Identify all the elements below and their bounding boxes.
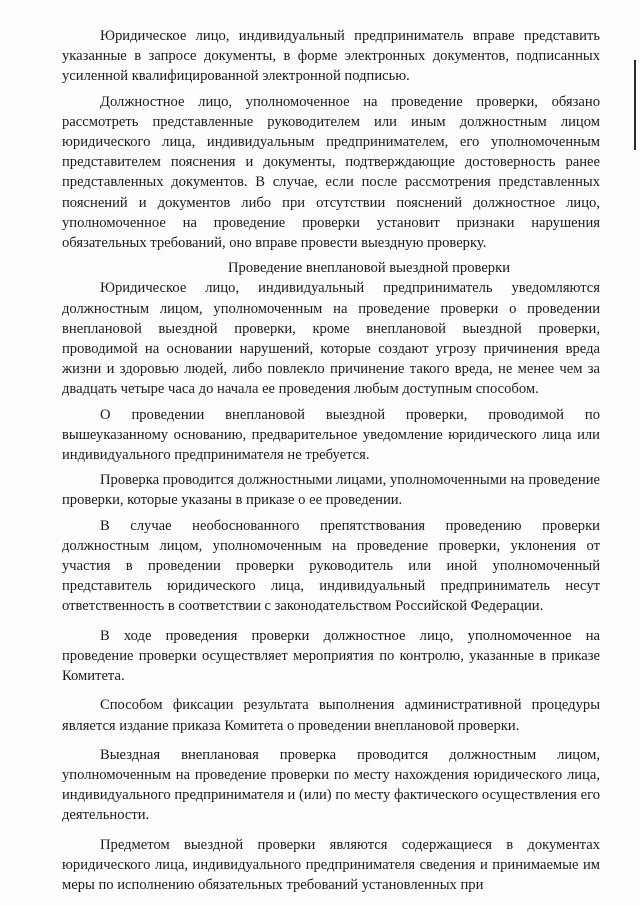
paragraph-notification: Юридическое лицо, индивидуальный предприниматель уведомляются должностным лицом, уполномоченным на проведение проверки о проведении внеплановой выездной проверки, кроме внеплановой выездной проверки, проводимой на основании нарушений, которые создают угрозу причинения вреда жизни и здоровью людей, либо повлекло причинение такого вреда, не менее чем за двадцать четыре часа до начала ее проведения любым доступным способом. <box>62 280 600 398</box>
paragraph-control-measures: В ходе проведения проверки должностное лицо, уполномоченное на проведение проверки осуществляет мероприятия по контролю, указанные в приказе Комитета. <box>62 627 600 685</box>
paragraph-no-notification-required: О проведении внеплановой выездной проверки, проводимой по вышеуказанному основанию, предварительное уведомление юридического лица или индивидуального предпринимателя не требуется. <box>62 406 600 464</box>
document-body <box>62 26 600 900</box>
paragraph-inspectors: Проверка проводится должностными лицами, уполномоченными на проведение проверки, которые указаны в приказе о ее проведении. <box>62 472 600 509</box>
paragraph-obstruction-liability: В случае необоснованного препятствования проведению проверки должностным лицом, уполномоченным на проведение проверки, уклонения от участия в проведении проверки руководитель или иной уполномоченный представитель юридического лица, индивидуальный предприниматель несут ответственность в соответствии с законодательством Российской Федерации. <box>62 517 600 615</box>
page-edge-line <box>634 60 636 150</box>
paragraph-inspection-subject: Предметом выездной проверки являются содержащиеся в документах юридического лица, индивидуального предпринимателя сведения и принимаемые им меры по исполнению обязательных требований установленных при <box>62 836 600 893</box>
paragraph-electronic-documents: Юридическое лицо, индивидуальный предприниматель вправе представить указанные в запросе документы, в форме электронных документов, подписанных усиленной квалифицированной электронной подписью. <box>62 28 600 85</box>
paragraph-fixation-method: Способом фиксации результата выполнения административной процедуры является издание приказа Комитета о проведении внеплановой проверки. <box>62 697 600 734</box>
paragraph-review-explanations: Должностное лицо, уполномоченное на проведение проверки, обязано рассмотреть представленные руководителем или иным должностным лицом юридического лица, индивидуальным предпринимателем, его уполномоченным представителем пояснения и документы, подтверждающие достоверность ранее представленных документов. В случае, если после рассмотрения представленных пояснений и документов либо при отсутствии пояснений должностное лицо, уполномоченное на проведение проверки установит признаки нарушения обязательных требований, оно вправе провести выездную проверку. <box>62 93 600 252</box>
paragraph-inspection-location: Выездная внеплановая проверка проводится должностным лицом, уполномоченным на проведение проверки по месту нахождения юридического лица, индивидуального предпринимателя и (или) по месту фактического осуществления его деятельности. <box>62 746 600 824</box>
section-heading: Проведение внеплановой выездной проверки <box>228 260 510 277</box>
